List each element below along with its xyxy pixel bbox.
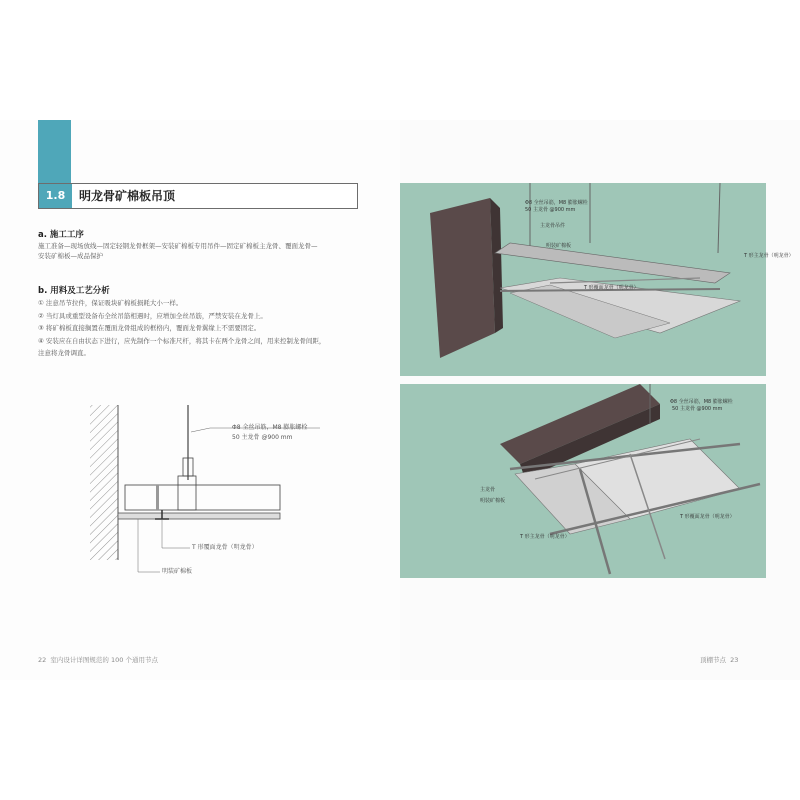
materials-list: [38, 297, 368, 360]
list-item: ② 当灯具或重型设备布全丝吊筋相遇时，应增加全丝吊筋，严禁安装在龙骨上。: [38, 311, 267, 320]
footer-right: [700, 655, 738, 664]
chapter-title: 顶棚节点: [700, 656, 726, 664]
mineral-board-section: [118, 513, 280, 519]
render-top: [400, 183, 794, 376]
wall-hatch: [90, 405, 118, 560]
label-board: 明装矿棉板: [546, 243, 572, 249]
leader-board: [138, 519, 160, 572]
render-bottom: [400, 384, 766, 578]
label-main-keel-2: 主龙骨: [480, 487, 496, 493]
section-header: [38, 183, 358, 209]
label-main-keel: 50 主龙骨 @900 mm: [672, 406, 723, 412]
label-t-sec: T 形覆面龙骨（明龙骨）: [680, 514, 735, 520]
construction-text: [38, 241, 368, 261]
label-board: 明装矿棉板: [162, 568, 193, 575]
materials-heading: b. 用料及工艺分析: [38, 286, 110, 296]
label-t-keel: T 形覆面龙骨（明龙骨）: [192, 544, 258, 551]
label-t-main: T 形主龙骨（明龙骨）: [520, 534, 570, 540]
list-item: ④ 安装应在自由状态下进行，应先制作一个标准尺杆，将其卡在两个龙骨之间，用来控制龙骨间距，: [38, 336, 326, 345]
main-keel-3d: [495, 243, 730, 283]
list-item: ① 注意吊节拉件，保证吸块矿棉板损耗大小一样。: [38, 299, 183, 307]
label-hanger: 主龙骨吊件: [540, 223, 566, 229]
label-rod: Φ8 全丝吊筋，M8 膨胀螺栓: [525, 200, 588, 206]
leader-t: [162, 519, 190, 548]
page-number-left: 22: [38, 656, 47, 664]
section-title: 明龙骨矿棉板吊顶: [79, 189, 176, 203]
label-main-keel: 50 主龙骨 @900 mm: [232, 434, 293, 441]
construction-heading: a. 施工工序: [38, 230, 84, 240]
label-t-sec: T 形覆面龙骨（明龙骨）: [584, 285, 639, 291]
text-line: 施工准备—现场放线—固定轻钢龙骨框架—安装矿棉板专用吊件—固定矿棉板主龙骨、覆面龙骨—: [38, 242, 318, 250]
label-rod: Φ8 全丝吊筋，M8 膨胀螺栓: [232, 424, 308, 431]
main-keel-section: [125, 485, 280, 510]
label-main-keel: 50 主龙骨 @900 mm: [525, 207, 576, 213]
brick-wall: [430, 198, 495, 358]
section-drawing: [80, 400, 380, 590]
section-number: 1.8: [39, 184, 72, 208]
list-item: ③ 将矿棉板直接搁置在覆面龙骨组成的框格内，覆面龙骨翼缘上不需要固定。: [38, 324, 261, 332]
footer-left: [38, 655, 158, 664]
text-line: 安装矿棉板—成品保护: [38, 252, 103, 260]
list-item: 注意将龙骨调直。: [38, 349, 90, 357]
page-number-right: 23: [730, 656, 739, 664]
label-board: 明装矿棉板: [480, 498, 506, 504]
label-rod: Φ8 全丝吊筋，M8 膨胀螺栓: [670, 399, 733, 405]
label-t-main: T 形主龙骨（明龙骨）: [744, 253, 794, 259]
book-title: 室内设计详图规范的 100 个通用节点: [50, 656, 158, 664]
